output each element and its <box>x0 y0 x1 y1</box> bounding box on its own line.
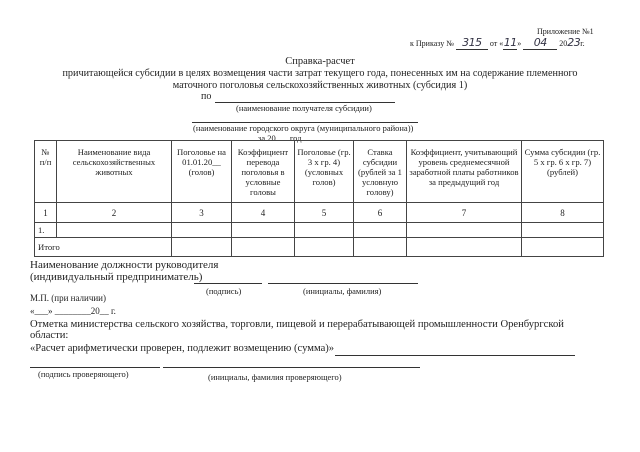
year-prefix: за 20 <box>258 133 276 143</box>
check-statement: «Расчет арифметически проверен, подлежит возмещению (сумма)» <box>30 343 335 354</box>
table-cell[interactable] <box>354 223 407 238</box>
title-line-3: маточного поголовья сельскохозяйственных животных (субсидия 1) <box>172 80 468 91</box>
table-cell[interactable] <box>522 223 604 238</box>
ministry-mark-line-2: области: <box>30 330 69 341</box>
header-cell: Коэффициент перевода поголовья в условные головы <box>232 141 295 203</box>
order-year: 23 <box>567 36 581 49</box>
recipient-caption: (наименование получателя субсидии) <box>236 103 372 113</box>
ministry-mark-line-1: Отметка министерства сельского хозяйства, торговли, пищевой и перерабатывающей промышленности Оренбургской <box>30 319 564 330</box>
total-row <box>35 238 604 257</box>
checker-initials-caption: (инициалы, фамилия проверяющего) <box>208 372 342 382</box>
column-number-row <box>35 203 604 223</box>
table-cell[interactable] <box>232 238 295 257</box>
amount-line <box>335 355 575 356</box>
header-cell: Поголовье (гр. 3 х гр. 4) (условных голов) <box>295 141 354 203</box>
order-prefix: к Приказу № <box>410 39 454 48</box>
table-header-row <box>35 141 604 203</box>
checker-sign-caption: (подпись проверяющего) <box>38 369 129 379</box>
table-cell[interactable] <box>172 223 232 238</box>
table-cell[interactable] <box>295 223 354 238</box>
position-line <box>194 283 262 284</box>
table-cell[interactable] <box>172 238 232 257</box>
table-row <box>35 223 604 238</box>
subsidy-table <box>34 140 604 257</box>
table-cell[interactable] <box>232 223 295 238</box>
header-cell: Поголовье на 01.01.20__ (голов) <box>172 141 232 203</box>
signature-date: «___» ________20__ г. <box>30 306 116 316</box>
header-cell: Коэффициент, учитывающий уровень среднемесячной заработной платы работников за предыдущий год <box>407 141 522 203</box>
table-cell[interactable] <box>407 223 522 238</box>
header-cell: № п/п <box>35 141 57 203</box>
table-cell[interactable] <box>57 223 172 238</box>
table-cell[interactable] <box>295 238 354 257</box>
column-number: 4 <box>232 203 295 223</box>
order-reference <box>410 36 585 50</box>
column-number: 3 <box>172 203 232 223</box>
column-number: 5 <box>295 203 354 223</box>
checker-sign-line <box>30 367 160 368</box>
document-title: Справка-расчет <box>285 56 355 67</box>
column-number: 8 <box>522 203 604 223</box>
sign-caption: (подпись) <box>206 286 242 296</box>
position-line-2: (индивидуальный предприниматель) <box>30 271 203 283</box>
initials-caption: (инициалы, фамилия) <box>303 286 382 296</box>
appendix-label: Приложение №1 <box>537 27 594 36</box>
table-cell[interactable] <box>354 238 407 257</box>
header-cell: Наименование вида сельскохозяйственных животных <box>57 141 172 203</box>
order-year-prefix: 20 <box>559 39 568 48</box>
column-number: 1 <box>35 203 57 223</box>
checker-initials-line <box>163 367 420 368</box>
column-number: 2 <box>57 203 172 223</box>
order-year-suffix: г. <box>580 39 585 48</box>
header-cell: Ставка субсидии (рублей за 1 условную голову) <box>354 141 407 203</box>
table-cell[interactable] <box>407 238 522 257</box>
row-number: 1. <box>35 223 57 238</box>
signature-line <box>268 283 418 284</box>
order-mid: » <box>517 39 522 48</box>
order-from: от « <box>489 39 504 48</box>
table-cell[interactable] <box>522 238 604 257</box>
title-line-2: причитающейся субсидии в целях возмещения части затрат текущего года, понесенных им на содержание племенного <box>62 68 578 79</box>
header-cell: Сумма субсидии (гр. 5 х гр. 6 х гр. 7) (рублей) <box>522 141 604 203</box>
total-label: Итого <box>35 238 172 257</box>
po-label: по <box>201 91 212 102</box>
district-caption: (наименование городского округа (муниципального района)) <box>193 123 414 133</box>
order-month: 04 <box>523 36 557 50</box>
position-line-1: Наименование должности руководителя <box>30 259 219 271</box>
column-number: 6 <box>354 203 407 223</box>
order-number: 315 <box>456 36 488 50</box>
column-number: 7 <box>407 203 522 223</box>
stamp-label: М.П. (при наличии) <box>30 293 106 303</box>
year-suffix: год <box>289 133 302 143</box>
order-day: 11 <box>503 36 517 49</box>
